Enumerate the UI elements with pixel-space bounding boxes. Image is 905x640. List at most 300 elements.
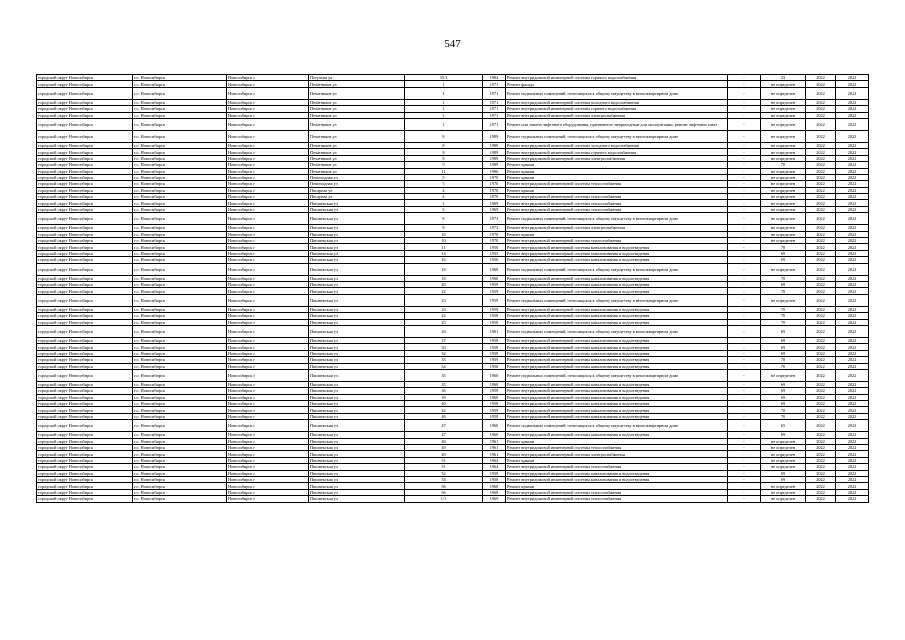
year-cell: 1970 <box>483 187 506 193</box>
okrug-cell: городской округ Новосибирск <box>37 401 133 407</box>
cost-cell: не определен <box>761 181 806 187</box>
street-cell: Пишпекская ул <box>309 363 405 369</box>
end-year-cell: 2022 <box>836 181 869 187</box>
street-cell: Пишпекская ул <box>309 438 405 444</box>
okrug-cell: городской округ Новосибирск <box>37 244 133 250</box>
start-year-cell: 2022 <box>806 187 836 193</box>
house-cell: 8 <box>405 213 483 225</box>
okrug-cell: городской округ Новосибирск <box>37 363 133 369</box>
city-cell: Новосибирск г <box>227 250 309 256</box>
dash-cell: - <box>728 275 761 281</box>
work-type-cell: Ремонт внутридомовой инженерной системы канализования и водоотведения <box>506 401 728 407</box>
okrug-cell: городской округ Новосибирск <box>37 451 133 457</box>
start-year-cell: 2022 <box>806 225 836 231</box>
city-cell: Новосибирск г <box>227 187 309 193</box>
house-cell: 1/1 <box>405 496 483 502</box>
cost-cell: не определен <box>761 87 806 99</box>
street-cell: Пишпекская ул <box>309 350 405 356</box>
dash-cell: - <box>728 225 761 231</box>
dash-cell: - <box>728 438 761 444</box>
cost-cell: не определен <box>761 81 806 87</box>
house-cell: 22 <box>405 288 483 294</box>
table-row <box>37 369 869 381</box>
okrug-cell: городской округ Новосибирск <box>37 445 133 451</box>
start-year-cell: 2022 <box>806 432 836 438</box>
cost-cell: 70 <box>761 288 806 294</box>
end-year-cell: 2022 <box>836 75 869 81</box>
end-year-cell: 2022 <box>836 263 869 275</box>
street-cell: Пишпекская ул <box>309 319 405 325</box>
street-cell: Пишпекская ул <box>309 464 405 470</box>
work-type-cell: Ремонт внутридомовой инженерной системы канализования и водоотведения <box>506 344 728 350</box>
cost-cell: 70 <box>761 363 806 369</box>
cost-cell: 69 <box>761 432 806 438</box>
start-year-cell: 2022 <box>806 306 836 312</box>
city-cell: Новосибирск г <box>227 306 309 312</box>
street-cell: Пишпекская ул <box>309 200 405 206</box>
work-type-cell: Ремонт внутридомовой инженерной системы канализования и водоотведения <box>506 319 728 325</box>
year-cell: 1959 <box>483 288 506 294</box>
city-cell: Новосибирск г <box>227 464 309 470</box>
okrug-cell: городской округ Новосибирск <box>37 194 133 200</box>
house-cell: 9 <box>405 162 483 168</box>
street-cell: Пишпекская ул <box>309 413 405 419</box>
okrug-cell: городской округ Новосибирск <box>37 231 133 237</box>
end-year-cell: 2022 <box>836 162 869 168</box>
city-type-cell: г.о. Новосибирск <box>133 381 227 387</box>
year-cell: 1989 <box>483 142 506 148</box>
year-cell: 1968 <box>483 483 506 489</box>
start-year-cell: 2022 <box>806 445 836 451</box>
house-cell: 10 <box>405 238 483 244</box>
work-type-cell: Ремонт внутридомовой инженерной системы горячего водоснабжения <box>506 75 728 81</box>
city-cell: Новосибирск г <box>227 350 309 356</box>
city-cell: Новосибирск г <box>227 313 309 319</box>
house-cell: 1 <box>405 112 483 118</box>
dash-cell: - <box>728 206 761 212</box>
end-year-cell: 2022 <box>836 432 869 438</box>
house-cell: 51 <box>405 464 483 470</box>
city-cell: Новосибирск г <box>227 244 309 250</box>
year-cell: 1959 <box>483 281 506 287</box>
end-year-cell: 2022 <box>836 401 869 407</box>
city-cell: Новосибирск г <box>227 369 309 381</box>
start-year-cell: 2022 <box>806 200 836 206</box>
year-cell: 1959 <box>483 294 506 306</box>
okrug-cell: городской округ Новосибирск <box>37 87 133 99</box>
city-type-cell: г.о. Новосибирск <box>133 112 227 118</box>
work-type-cell: Ремонт внутридомовой инженерной системы канализования и водоотведения <box>506 350 728 356</box>
city-type-cell: г.о. Новосибирск <box>133 357 227 363</box>
cost-cell: не определен <box>761 149 806 155</box>
end-year-cell: 2022 <box>836 174 869 180</box>
cost-cell: 70 <box>761 413 806 419</box>
city-cell: Новосибирск г <box>227 281 309 287</box>
city-cell: Новосибирск г <box>227 155 309 161</box>
street-cell: Пишпекская ул <box>309 257 405 263</box>
city-type-cell: г.о. Новосибирск <box>133 238 227 244</box>
work-type-cell: Ремонт внутридомовой инженерной системы канализования и водоотведения <box>506 381 728 387</box>
cost-cell: не определен <box>761 142 806 148</box>
house-cell: 35/1 <box>405 75 483 81</box>
okrug-cell: городской округ Новосибирск <box>37 369 133 381</box>
city-cell: Новосибирск г <box>227 181 309 187</box>
city-type-cell: г.о. Новосибирск <box>133 194 227 200</box>
work-type-cell: Ремонт подвальных помещений, относящихся к общему имуществу в многоквартирном доме <box>506 87 728 99</box>
okrug-cell: городской округ Новосибирск <box>37 306 133 312</box>
work-type-cell: Ремонт внутридомовой инженерной системы электроснабжения <box>506 155 728 161</box>
house-cell: 1 <box>405 106 483 112</box>
city-type-cell: г.о. Новосибирск <box>133 174 227 180</box>
cost-cell: 70 <box>761 162 806 168</box>
year-cell: 1958 <box>483 401 506 407</box>
dash-cell: - <box>728 489 761 495</box>
okrug-cell: городской округ Новосибирск <box>37 75 133 81</box>
city-type-cell: г.о. Новосибирск <box>133 496 227 502</box>
end-year-cell: 2022 <box>836 357 869 363</box>
cost-cell: не определен <box>761 263 806 275</box>
dash-cell: - <box>728 388 761 394</box>
table-row <box>37 130 869 142</box>
house-cell: 4 <box>405 187 483 193</box>
street-cell: Пишпекская ул <box>309 263 405 275</box>
house-cell: 5 <box>405 174 483 180</box>
work-type-cell: Ремонт внутридомовой инженерной системы холодного водоснабжения <box>506 142 728 148</box>
year-cell: 1959 <box>483 306 506 312</box>
end-year-cell: 2022 <box>836 489 869 495</box>
cost-cell: не определен <box>761 174 806 180</box>
house-cell: 47 <box>405 420 483 432</box>
year-cell: 1961 <box>483 325 506 337</box>
end-year-cell: 2022 <box>836 413 869 419</box>
year-cell: 1956 <box>483 257 506 263</box>
work-type-cell: Ремонт внутридомовой инженерной системы теплоснабжения <box>506 181 728 187</box>
dash-cell: - <box>728 244 761 250</box>
cost-cell: 69 <box>761 257 806 263</box>
city-type-cell: г.о. Новосибирск <box>133 445 227 451</box>
start-year-cell: 2022 <box>806 231 836 237</box>
street-cell: Пишпекская ул <box>309 388 405 394</box>
start-year-cell: 2022 <box>806 369 836 381</box>
year-cell: 1989 <box>483 162 506 168</box>
house-cell: 56 <box>405 483 483 489</box>
house-cell: 32 <box>405 350 483 356</box>
city-cell: Новосибирск г <box>227 357 309 363</box>
okrug-cell: городской округ Новосибирск <box>37 489 133 495</box>
table-row <box>37 263 869 275</box>
city-cell: Новосибирск г <box>227 194 309 200</box>
street-cell: Пишпекская ул <box>309 238 405 244</box>
okrug-cell: городской округ Новосибирск <box>37 413 133 419</box>
cost-cell: 70 <box>761 275 806 281</box>
start-year-cell: 2022 <box>806 244 836 250</box>
street-cell: Пишпекская ул <box>309 294 405 306</box>
end-year-cell: 2022 <box>836 81 869 87</box>
cost-cell: не определен <box>761 99 806 105</box>
street-cell: Пишпекская ул <box>309 451 405 457</box>
work-type-cell: Ремонт внутридомовой инженерной системы теплоснабжения <box>506 489 728 495</box>
year-cell: 1968 <box>483 489 506 495</box>
work-type-cell: Ремонт внутридомовой инженерной системы теплоснабжения <box>506 445 728 451</box>
dash-cell: - <box>728 149 761 155</box>
start-year-cell: 2022 <box>806 470 836 476</box>
city-type-cell: г.о. Новосибирск <box>133 118 227 130</box>
city-type-cell: г.о. Новосибирск <box>133 337 227 343</box>
start-year-cell: 2022 <box>806 457 836 463</box>
street-cell: Пишпекская ул <box>309 313 405 319</box>
start-year-cell: 2022 <box>806 281 836 287</box>
okrug-cell: городской округ Новосибирск <box>37 142 133 148</box>
end-year-cell: 2022 <box>836 275 869 281</box>
okrug-cell: городской округ Новосибирск <box>37 438 133 444</box>
okrug-cell: городской округ Новосибирск <box>37 149 133 155</box>
city-cell: Новосибирск г <box>227 206 309 212</box>
cost-cell: 70 <box>761 357 806 363</box>
year-cell: 1960 <box>483 420 506 432</box>
work-type-cell: Ремонт внутридомовой инженерной системы канализования и водоотведения <box>506 357 728 363</box>
city-type-cell: г.о. Новосибирск <box>133 130 227 142</box>
okrug-cell: городской округ Новосибирск <box>37 294 133 306</box>
street-cell: Печатников ул <box>309 99 405 105</box>
city-type-cell: г.о. Новосибирск <box>133 489 227 495</box>
start-year-cell: 2022 <box>806 420 836 432</box>
cost-cell: 70 <box>761 313 806 319</box>
cost-cell: не определен <box>761 489 806 495</box>
okrug-cell: городской округ Новосибирск <box>37 213 133 225</box>
work-type-cell: Ремонт подвальных помещений, относящихся к общему имуществу в многоквартирном доме <box>506 369 728 381</box>
street-cell: Пишпекская ул <box>309 288 405 294</box>
start-year-cell: 2022 <box>806 476 836 482</box>
street-cell: Писарева ул <box>309 187 405 193</box>
start-year-cell: 2022 <box>806 106 836 112</box>
okrug-cell: городской округ Новосибирск <box>37 281 133 287</box>
street-cell: Пишпекская ул <box>309 325 405 337</box>
okrug-cell: городской округ Новосибирск <box>37 288 133 294</box>
dash-cell: - <box>728 413 761 419</box>
city-cell: Новосибирск г <box>227 257 309 263</box>
end-year-cell: 2022 <box>836 369 869 381</box>
house-cell: 34 <box>405 363 483 369</box>
city-cell: Новосибирск г <box>227 263 309 275</box>
work-type-cell: Ремонт внутридомовой инженерной системы горячего водоснабжения <box>506 149 728 155</box>
street-cell: Печатников ул <box>309 142 405 148</box>
okrug-cell: городской округ Новосибирск <box>37 238 133 244</box>
dash-cell: - <box>728 344 761 350</box>
city-type-cell: г.о. Новосибирск <box>133 149 227 155</box>
city-type-cell: г.о. Новосибирск <box>133 294 227 306</box>
city-cell: Новосибирск г <box>227 87 309 99</box>
start-year-cell: 2022 <box>806 438 836 444</box>
work-type-cell: Ремонт внутридомовой инженерной системы канализования и водоотведения <box>506 288 728 294</box>
city-cell: Новосибирск г <box>227 149 309 155</box>
city-type-cell: г.о. Новосибирск <box>133 407 227 413</box>
end-year-cell: 2022 <box>836 388 869 394</box>
end-year-cell: 2022 <box>836 483 869 489</box>
city-type-cell: г.о. Новосибирск <box>133 162 227 168</box>
okrug-cell: городской округ Новосибирск <box>37 483 133 489</box>
year-cell: 1961 <box>483 445 506 451</box>
street-cell: Печатников ул <box>309 168 405 174</box>
year-cell: 1973 <box>483 213 506 225</box>
city-type-cell: г.о. Новосибирск <box>133 470 227 476</box>
house-cell: 1 <box>405 81 483 87</box>
work-type-cell: Ремонт крыши <box>506 457 728 463</box>
dash-cell: - <box>728 407 761 413</box>
work-type-cell: Ремонт внутридомовой инженерной системы канализования и водоотведения <box>506 407 728 413</box>
house-cell: 49 <box>405 451 483 457</box>
end-year-cell: 2022 <box>836 476 869 482</box>
city-cell: Новосибирск г <box>227 238 309 244</box>
dash-cell: - <box>728 130 761 142</box>
city-type-cell: г.о. Новосибирск <box>133 75 227 81</box>
okrug-cell: городской округ Новосибирск <box>37 407 133 413</box>
cost-cell: 70 <box>761 407 806 413</box>
start-year-cell: 2022 <box>806 357 836 363</box>
dash-cell: - <box>728 325 761 337</box>
start-year-cell: 2022 <box>806 174 836 180</box>
work-type-cell: Ремонт подвальных помещений, относящихся к общему имуществу в многоквартирном доме <box>506 130 728 142</box>
house-cell: 10 <box>405 231 483 237</box>
dash-cell: - <box>728 496 761 502</box>
street-cell: Пешеходная ул <box>309 174 405 180</box>
okrug-cell: городской округ Новосибирск <box>37 470 133 476</box>
house-cell: 26 <box>405 325 483 337</box>
year-cell: 1971 <box>483 112 506 118</box>
okrug-cell: городской округ Новосибирск <box>37 381 133 387</box>
dash-cell: - <box>728 250 761 256</box>
city-cell: Новосибирск г <box>227 470 309 476</box>
okrug-cell: городской округ Новосибирск <box>37 420 133 432</box>
city-type-cell: г.о. Новосибирск <box>133 257 227 263</box>
work-type-cell: Ремонт внутридомовой инженерной системы электроснабжения <box>506 225 728 231</box>
cost-cell: 69 <box>761 470 806 476</box>
work-type-cell: Ремонт крыши <box>506 231 728 237</box>
dash-cell: - <box>728 432 761 438</box>
house-cell: 8 <box>405 142 483 148</box>
start-year-cell: 2022 <box>806 87 836 99</box>
dash-cell: - <box>728 483 761 489</box>
work-type-cell: Ремонт внутридомовой инженерной системы электроснабжения <box>506 451 728 457</box>
start-year-cell: 2022 <box>806 263 836 275</box>
okrug-cell: городской округ Новосибирск <box>37 81 133 87</box>
work-type-cell: Ремонт подвальных помещений, относящихся к общему имуществу в многоквартирном доме <box>506 294 728 306</box>
city-cell: Новосибирск г <box>227 231 309 237</box>
end-year-cell: 2022 <box>836 106 869 112</box>
house-cell: 18 <box>405 263 483 275</box>
city-type-cell: г.о. Новосибирск <box>133 325 227 337</box>
okrug-cell: городской округ Новосибирск <box>37 432 133 438</box>
okrug-cell: городской округ Новосибирск <box>37 106 133 112</box>
work-type-cell: Ремонт внутридомовой инженерной системы электроснабжения <box>506 112 728 118</box>
okrug-cell: городской округ Новосибирск <box>37 257 133 263</box>
city-type-cell: г.о. Новосибирск <box>133 388 227 394</box>
dash-cell: - <box>728 445 761 451</box>
city-type-cell: г.о. Новосибирск <box>133 244 227 250</box>
dash-cell: - <box>728 281 761 287</box>
cost-cell: не определен <box>761 112 806 118</box>
city-type-cell: г.о. Новосибирск <box>133 451 227 457</box>
okrug-cell: городской округ Новосибирск <box>37 174 133 180</box>
city-cell: Новосибирск г <box>227 445 309 451</box>
start-year-cell: 2022 <box>806 81 836 87</box>
city-cell: Новосибирск г <box>227 457 309 463</box>
okrug-cell: городской округ Новосибирск <box>37 313 133 319</box>
cost-cell: 69 <box>761 381 806 387</box>
cost-cell: не определен <box>761 445 806 451</box>
house-cell: 14 <box>405 250 483 256</box>
city-cell: Новосибирск г <box>227 344 309 350</box>
work-type-cell: Ремонт внутридомовой инженерной системы канализования и водоотведения <box>506 275 728 281</box>
start-year-cell: 2022 <box>806 294 836 306</box>
end-year-cell: 2022 <box>836 445 869 451</box>
page-number: 547 <box>444 38 461 50</box>
dash-cell: - <box>728 294 761 306</box>
city-type-cell: г.о. Новосибирск <box>133 250 227 256</box>
house-cell: 4 <box>405 194 483 200</box>
work-type-cell: Ремонт или замена лифтового оборудования, признанного непригодным для эксплуатации, ремонт лифтовых шахт <box>506 118 728 130</box>
end-year-cell: 2022 <box>836 337 869 343</box>
table-row <box>37 420 869 432</box>
okrug-cell: городской округ Новосибирск <box>37 181 133 187</box>
street-cell: Пишпекская ул <box>309 281 405 287</box>
work-type-cell: Ремонт крыши <box>506 168 728 174</box>
city-cell: Новосибирск г <box>227 413 309 419</box>
house-cell: 16 <box>405 257 483 263</box>
city-cell: Новосибирск г <box>227 200 309 206</box>
dash-cell: - <box>728 313 761 319</box>
end-year-cell: 2022 <box>836 149 869 155</box>
end-year-cell: 2022 <box>836 257 869 263</box>
okrug-cell: городской округ Новосибирск <box>37 130 133 142</box>
city-cell: Новосибирск г <box>227 325 309 337</box>
cost-cell: не определен <box>761 238 806 244</box>
start-year-cell: 2022 <box>806 363 836 369</box>
city-cell: Новосибирск г <box>227 168 309 174</box>
year-cell: 1969 <box>483 496 506 502</box>
street-cell: Писарева ул <box>309 194 405 200</box>
okrug-cell: городской округ Новосибирск <box>37 112 133 118</box>
year-cell: 1989 <box>483 130 506 142</box>
house-cell: 20 <box>405 281 483 287</box>
street-cell: Пишпекская ул <box>309 394 405 400</box>
cost-cell: 69 <box>761 250 806 256</box>
city-type-cell: г.о. Новосибирск <box>133 394 227 400</box>
end-year-cell: 2022 <box>836 325 869 337</box>
house-cell: 33 <box>405 357 483 363</box>
city-cell: Новосибирск г <box>227 489 309 495</box>
year-cell: 1971 <box>483 87 506 99</box>
house-cell: 8 <box>405 155 483 161</box>
city-type-cell: г.о. Новосибирск <box>133 306 227 312</box>
year-cell: 1971 <box>483 106 506 112</box>
year-cell: 1959 <box>483 407 506 413</box>
okrug-cell: городской округ Новосибирск <box>37 225 133 231</box>
start-year-cell: 2022 <box>806 413 836 419</box>
city-type-cell: г.о. Новосибирск <box>133 275 227 281</box>
okrug-cell: городской округ Новосибирск <box>37 250 133 256</box>
city-type-cell: г.о. Новосибирск <box>133 344 227 350</box>
dash-cell: - <box>728 155 761 161</box>
year-cell: 1986 <box>483 168 506 174</box>
street-cell: Пишпекская ул <box>309 306 405 312</box>
street-cell: Печатников ул <box>309 112 405 118</box>
house-cell: 52 <box>405 470 483 476</box>
okrug-cell: городской округ Новосибирск <box>37 357 133 363</box>
street-cell: Петухова ул <box>309 75 405 81</box>
city-type-cell: г.о. Новосибирск <box>133 225 227 231</box>
house-cell: 1 <box>405 99 483 105</box>
street-cell: Пишпекская ул <box>309 344 405 350</box>
